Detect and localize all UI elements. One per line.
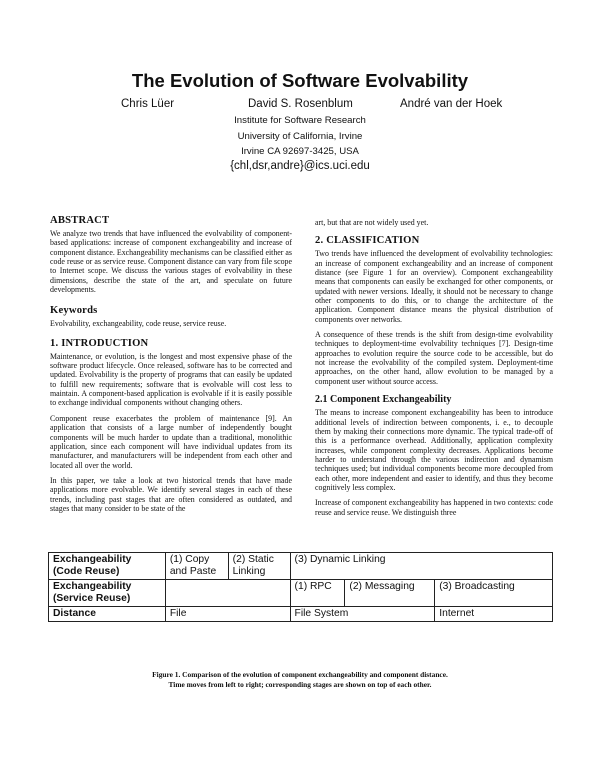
caption-line-1: Figure 1. Comparison of the evolution of component exchangeability and component distance. xyxy=(152,670,448,679)
cell-line: Linking xyxy=(232,566,266,577)
introduction-paragraph-3: In this paper, we take a look at two historical trends that have made applications more evolvable. We identify several stages in each of these trends, including past stages that are often considered as outdated, and stages that many consider to be state of the xyxy=(50,475,292,513)
introduction-heading: 1. INTRODUCTION xyxy=(50,337,149,349)
abstract-heading: ABSTRACT xyxy=(50,215,110,226)
cell-broadcasting: (3) Broadcasting xyxy=(435,580,553,607)
right-column xyxy=(315,218,553,523)
cell-line: (1) Copy xyxy=(169,554,210,565)
classification-heading: 2. CLASSIFICATION xyxy=(315,235,420,247)
section-2-1-paragraph-2: Increase of component exchangeability has happened in two contexts: code reuse and service reuse. We distinguish three xyxy=(315,498,553,517)
cell-copy-and-paste xyxy=(165,553,228,580)
author-2: David S. Rosenblum xyxy=(248,98,353,110)
section-2-1-heading: 2.1 Component Exchangeability xyxy=(315,394,452,406)
cell-static-linking xyxy=(228,553,290,580)
left-column xyxy=(50,214,292,519)
classification-paragraph-1: Two trends have influenced the development of evolvability technologies: an increase of component exchangeability and an increase of component distance (see Figure 1 for an overview). Component exchangeability means that components can easily be exchanged for other components, or updated with newer versions. Ideally, it should not be necessary to change other components to do this, or to change the architecture of the application. Component distance means the physical distribution of components over networks. xyxy=(315,249,553,324)
introduction-paragraph-1: Maintenance, or evolution, is the longest and most expensive phase of the software product lifecycle. Once released, software has to be corrected and updated. Evolvability is the property of programs that can easily be updated to fulfill new requirements; software that is evolvable will cost less to maintain. A component-based application is evolvable if it is easily possible to exchange individual components without changing others. xyxy=(50,351,292,408)
introduction-paragraph-2: Component reuse exacerbates the problem of maintenance [9]. An application that consists of a large number of independently bought components will be much harder to update than a traditional, monolithic application, since each component will have individual updates from its manufacturer, and manufacturers will be independent from each other and located all over the world. xyxy=(50,413,292,470)
table-row-code-reuse xyxy=(49,553,553,580)
row-header-line: Exchangeability xyxy=(53,581,132,592)
row-header-line: (Service Reuse) xyxy=(53,593,131,604)
row-header-distance: Distance xyxy=(49,607,166,622)
affiliation-address: Irvine CA 92697-3425, USA xyxy=(241,146,359,157)
row-header-service-reuse xyxy=(49,580,166,607)
continuation-text: art, but that are not widely used yet. xyxy=(315,218,429,227)
affiliation-institute: Institute for Software Research xyxy=(234,115,366,126)
row-header-line: (Code Reuse) xyxy=(53,566,120,577)
cell-file: File xyxy=(165,607,290,622)
cell-line: and Paste xyxy=(169,566,217,577)
caption-line-2: Time moves from left to right; corresponding stages are shown on top of each other. xyxy=(168,680,432,689)
author-3: André van der Hoek xyxy=(400,98,503,110)
affiliation-university: University of California, Irvine xyxy=(237,131,363,142)
table-row-distance xyxy=(49,607,553,622)
table-row-service-reuse xyxy=(49,580,553,607)
cell-file-system: File System xyxy=(290,607,435,622)
keywords-heading: Keywords xyxy=(50,305,98,317)
row-header-line: Exchangeability xyxy=(53,554,132,565)
author-1: Chris Lüer xyxy=(121,98,175,110)
cell-dynamic-linking: (3) Dynamic Linking xyxy=(290,553,552,580)
classification-paragraph-2: A consequence of these trends is the shift from design-time evolvability techniques to deployment-time evolvability techniques [7]. Design-time approaches to evolution require the source code to be accessible, but do not increase the evolvability of the compiled system. Deployment-time approaches, on the other hand, allow evolution to be managed by a component user without source access. xyxy=(315,330,553,386)
author-email: {chl,dsr,andre}@ics.uci.edu xyxy=(230,160,370,172)
section-2-1-paragraph-1: The means to increase component exchangeability has been to introduce additional levels of indirection between components, i. e., to decouple them by making their connections more dynamic. The typical trade-off of this is a performance overhead. Additionally, application complexity increases, while component complexity decreases. Applications become harder to understand through the various indirection and dynamism techniques used; but individual components become more decoupled from each other, more independent and easier to identify, and thus they become cognitively less complex. xyxy=(315,408,553,492)
cell-rpc: (1) RPC xyxy=(290,580,345,607)
cell-line: (2) Static xyxy=(232,554,274,565)
keywords-text: Evolvability, exchangeability, code reuse, service reuse. xyxy=(50,319,227,329)
cell-empty xyxy=(165,580,290,607)
paper-title: The Evolution of Software Evolvability xyxy=(131,70,469,91)
cell-messaging: (2) Messaging xyxy=(345,580,435,607)
figure-1-table xyxy=(48,552,553,622)
row-header-code-reuse xyxy=(49,553,166,580)
abstract-text: We analyze two trends that have influenced the evolvability of component-based applications: increase of component exchangeability and increase of component distance. Exchangeability mechanisms can be classified either as code reuse or as service reuse. Component distance can vary from file scope to Internet scope. We discuss the various stages of evolvability in these dimensions, describe the state of the art, and speculate on future developments. xyxy=(50,229,292,295)
figure-1-caption xyxy=(0,670,600,690)
cell-internet: Internet xyxy=(435,607,553,622)
